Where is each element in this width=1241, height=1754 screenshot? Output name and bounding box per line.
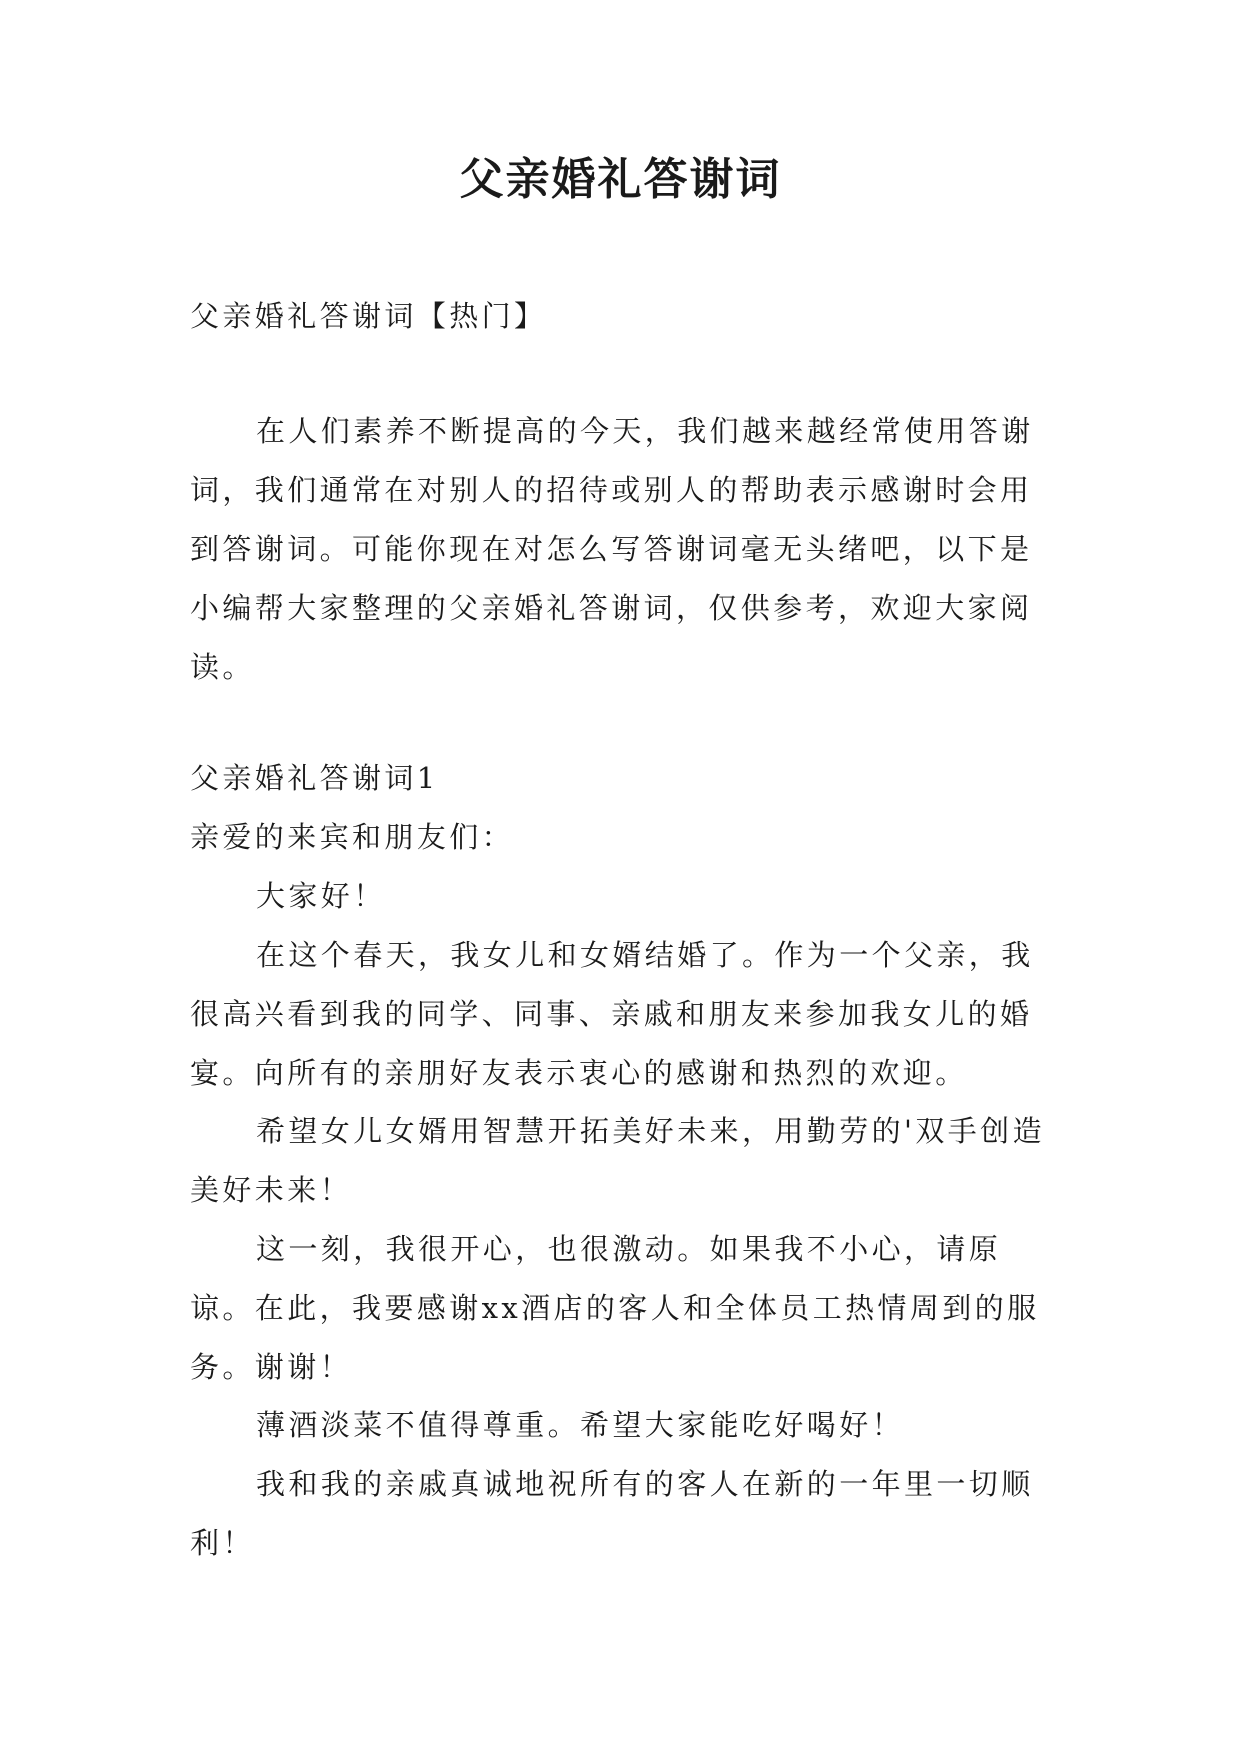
section-heading: 父亲婚礼答谢词1 [190, 761, 439, 795]
body-paragraph: 薄酒淡菜不值得尊重。希望大家能吃好喝好！ [256, 1408, 905, 1442]
document-subtitle: 父亲婚礼答谢词【热门】 [190, 299, 547, 333]
body-paragraph: 这一刻，我很开心，也很激动。如果我不小心，请原谅。在此，我要感谢xx酒店的客人和全体员工热情周到的服务。谢谢！ [190, 1232, 1040, 1384]
salutation: 亲爱的来宾和朋友们： [190, 820, 515, 854]
body-paragraph: 希望女儿女婿用智慧开拓美好未来，用勤劳的'双手创造美好未来！ [190, 1114, 1045, 1207]
body-paragraph: 我和我的亲戚真诚地祝所有的客人在新的一年里一切顺利！ [190, 1467, 1034, 1560]
intro-paragraph: 在人们素养不断提高的今天，我们越来越经常使用答谢词，我们通常在对别人的招待或别人的帮助表示感谢时会用到答谢词。可能你现在对怎么写答谢词毫无头绪吧，以下是小编帮大家整理的父亲婚礼答谢词，仅供参考，欢迎大家阅读。 [190, 414, 1034, 684]
document-title: 父亲婚礼答谢词 [459, 154, 782, 205]
greeting: 大家好！ [256, 879, 386, 913]
body-paragraph: 在这个春天，我女儿和女婿结婚了。作为一个父亲，我很高兴看到我的同学、同事、亲戚和朋友来参加我女儿的婚宴。向所有的亲朋好友表示衷心的感谢和热烈的欢迎。 [190, 938, 1034, 1090]
